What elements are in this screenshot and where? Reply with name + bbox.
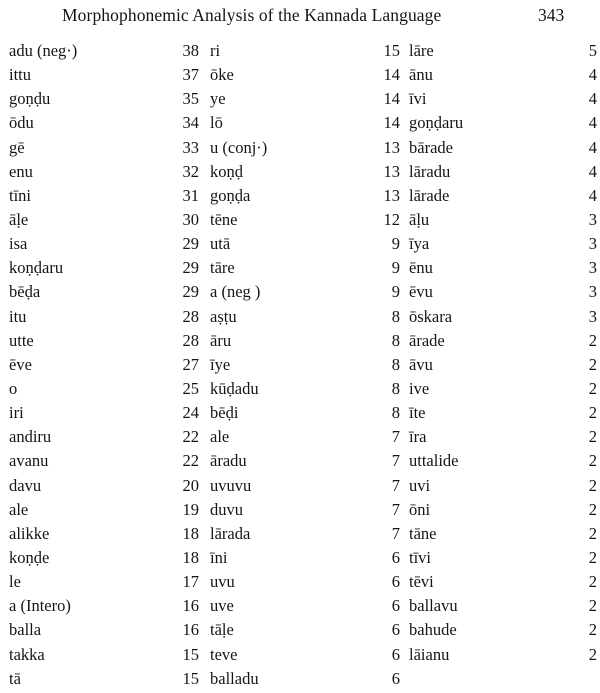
frequency-count: 2	[588, 330, 597, 350]
morpheme-word: bēḍi	[210, 403, 239, 423]
morpheme-word: īra	[409, 427, 427, 447]
frequency-count: 5	[588, 41, 597, 60]
morpheme-word: teve	[210, 644, 238, 664]
frequency-count: 9	[391, 258, 400, 278]
morpheme-word: utā	[210, 234, 231, 254]
morpheme-word: tāne	[409, 523, 437, 543]
frequency-count: 2	[588, 475, 597, 495]
page-header	[0, 0, 600, 34]
morpheme-word: davu	[9, 475, 42, 495]
morpheme-word: ale	[9, 499, 29, 519]
frequency-count: 3	[588, 258, 597, 278]
frequency-count: 30	[182, 209, 199, 229]
frequency-count: 22	[182, 451, 199, 471]
morpheme-word: ōni	[409, 499, 431, 519]
frequency-count: 13	[383, 185, 400, 205]
morpheme-word: enu	[9, 161, 33, 181]
frequency-count: 6	[391, 596, 400, 616]
frequency-count: 2	[588, 403, 597, 423]
frequency-count: 2	[588, 451, 597, 471]
frequency-count: 8	[391, 306, 400, 326]
morpheme-word: īte	[409, 403, 426, 423]
morpheme-word: goṇḍaru	[409, 113, 464, 133]
frequency-count: 14	[383, 89, 400, 109]
frequency-count: 16	[182, 620, 199, 640]
frequency-count: 2	[588, 378, 597, 398]
morpheme-word: ive	[409, 378, 430, 398]
frequency-count: 27	[182, 354, 199, 374]
morpheme-word: īye	[210, 354, 231, 374]
morpheme-word: āḷe	[9, 209, 29, 229]
frequency-count: 8	[391, 354, 400, 374]
morpheme-word: lārada	[210, 523, 251, 543]
morpheme-word: ittu	[9, 65, 32, 85]
frequency-count: 4	[588, 161, 597, 181]
morpheme-word: lāianu	[409, 644, 450, 664]
morpheme-word: īni	[210, 547, 228, 567]
morpheme-word: kūḍadu	[210, 378, 259, 398]
frequency-count: 6	[391, 547, 400, 567]
morpheme-word: āradu	[210, 451, 247, 471]
frequency-count: 16	[182, 596, 199, 616]
frequency-count: 13	[383, 161, 400, 181]
running-title: Morphophonemic Analysis of the Kannada Language	[62, 5, 442, 25]
frequency-count: 15	[182, 644, 199, 664]
morpheme-word: duvu	[210, 499, 243, 519]
morpheme-word: ēve	[9, 354, 32, 374]
frequency-count: 37	[182, 65, 199, 85]
frequency-count: 7	[391, 499, 400, 519]
morpheme-word: alikke	[9, 523, 50, 543]
morpheme-word: goṇḍu	[9, 89, 51, 109]
morpheme-word: balladu	[210, 668, 259, 688]
frequency-count: 13	[383, 137, 400, 157]
frequency-count: 22	[182, 427, 199, 447]
frequency-count: 29	[182, 282, 199, 302]
morpheme-word: ballavu	[409, 596, 458, 616]
frequency-count: 32	[182, 161, 199, 181]
frequency-count: 2	[588, 354, 597, 374]
morpheme-word: tīvi	[409, 547, 432, 567]
frequency-count: 8	[391, 330, 400, 350]
morpheme-word: bahude	[409, 620, 457, 640]
frequency-count: 14	[383, 113, 400, 133]
frequency-count: 33	[182, 137, 199, 157]
frequency-count: 6	[391, 668, 400, 688]
morpheme-word: takka	[9, 644, 45, 664]
frequency-count: 29	[182, 234, 199, 254]
morpheme-word: āḷu	[409, 209, 430, 229]
morpheme-word: īvi	[409, 89, 427, 109]
frequency-count: 31	[182, 185, 199, 205]
morpheme-word: uve	[210, 596, 234, 616]
morpheme-word: a (Intero)	[9, 596, 71, 616]
frequency-count: 25	[182, 378, 199, 398]
morpheme-word: le	[9, 572, 21, 592]
morpheme-word: uvuvu	[210, 475, 252, 495]
frequency-count: 20	[182, 475, 199, 495]
morpheme-word: koṇḍaru	[9, 258, 64, 278]
morpheme-word: o	[9, 378, 18, 398]
morpheme-word: utte	[9, 330, 34, 350]
morpheme-word: uvu	[210, 572, 235, 592]
morpheme-word: a (neg )	[210, 282, 261, 302]
morpheme-word: balla	[9, 620, 42, 640]
frequency-count: 6	[391, 620, 400, 640]
morpheme-word: tīni	[9, 185, 32, 205]
morpheme-word: gē	[9, 137, 25, 157]
frequency-count: 3	[588, 209, 597, 229]
morpheme-word: bārade	[409, 137, 453, 157]
frequency-count: 4	[588, 185, 597, 205]
frequency-count: 3	[588, 306, 597, 326]
frequency-count: 6	[391, 572, 400, 592]
morpheme-word: tēne	[210, 209, 238, 229]
frequency-count: 9	[391, 282, 400, 302]
morpheme-word: adu (neg·)	[9, 41, 78, 60]
morpheme-word: uvi	[409, 475, 431, 495]
morpheme-word: ēnu	[409, 258, 433, 278]
morpheme-word: lō	[210, 113, 223, 133]
frequency-count: 35	[182, 89, 199, 109]
frequency-count: 3	[588, 282, 597, 302]
frequency-count: 2	[588, 596, 597, 616]
frequency-count: 2	[588, 523, 597, 543]
frequency-count: 38	[182, 41, 199, 60]
morpheme-word: ēvu	[409, 282, 433, 302]
frequency-count: 2	[588, 427, 597, 447]
frequency-count: 17	[182, 572, 199, 592]
frequency-count: 15	[182, 668, 199, 688]
frequency-count: 2	[588, 644, 597, 664]
frequency-count: 29	[182, 258, 199, 278]
frequency-count: 2	[588, 620, 597, 640]
morpheme-word: ye	[210, 89, 226, 109]
frequency-count: 34	[182, 113, 199, 133]
morpheme-word: īya	[409, 234, 430, 254]
morpheme-word: āvu	[409, 354, 433, 374]
frequency-count: 2	[588, 572, 597, 592]
morpheme-word: itu	[9, 306, 27, 326]
frequency-count: 4	[588, 65, 597, 85]
morpheme-word: u (conj·)	[210, 137, 268, 157]
morpheme-word: ale	[210, 427, 230, 447]
frequency-count: 19	[182, 499, 199, 519]
frequency-count: 4	[588, 113, 597, 133]
page-number: 343	[538, 5, 565, 25]
morpheme-word: lāre	[409, 41, 434, 60]
frequency-count: 15	[383, 41, 400, 60]
morpheme-word: isa	[9, 234, 28, 254]
morpheme-word: koṇḍe	[9, 547, 50, 567]
frequency-count: 14	[383, 65, 400, 85]
frequency-count: 7	[391, 427, 400, 447]
morpheme-word: ānu	[409, 65, 433, 85]
frequency-count: 8	[391, 403, 400, 423]
frequency-count: 3	[588, 234, 597, 254]
morpheme-word: ōdu	[9, 113, 34, 133]
morpheme-word: tāḷe	[210, 620, 234, 640]
frequency-count: 6	[391, 644, 400, 664]
morpheme-word: avanu	[9, 451, 49, 471]
morpheme-word: ri	[210, 41, 221, 60]
morpheme-word: aṣṭu	[210, 306, 237, 326]
morpheme-word: ōke	[210, 65, 234, 85]
frequency-count: 24	[182, 403, 199, 423]
frequency-count: 18	[182, 547, 199, 567]
frequency-count: 8	[391, 378, 400, 398]
morpheme-word: goṇḍa	[210, 185, 251, 205]
frequency-count: 7	[391, 475, 400, 495]
morpheme-word: ōskara	[409, 306, 453, 326]
morpheme-word: āru	[210, 330, 232, 350]
frequency-count: 2	[588, 499, 597, 519]
frequency-count: 12	[383, 209, 400, 229]
morpheme-word: tā	[9, 668, 21, 688]
frequency-count: 18	[182, 523, 199, 543]
frequency-count: 28	[182, 330, 199, 350]
frequency-count: 9	[391, 234, 400, 254]
morpheme-word: koṇḍ	[210, 161, 243, 181]
morpheme-word: tēvi	[409, 572, 434, 592]
morpheme-word: ārade	[409, 330, 445, 350]
frequency-count: 4	[588, 89, 597, 109]
morpheme-word: uttalide	[409, 451, 459, 471]
morpheme-word: lāradu	[409, 161, 451, 181]
morpheme-word: tāre	[210, 258, 235, 278]
frequency-count: 4	[588, 137, 597, 157]
morpheme-word: bēḍa	[9, 282, 41, 302]
morpheme-word: andiru	[9, 427, 52, 447]
morpheme-word: lārade	[409, 185, 450, 205]
morpheme-word: iri	[9, 403, 24, 423]
frequency-count: 2	[588, 547, 597, 567]
frequency-count: 28	[182, 306, 199, 326]
frequency-count: 7	[391, 523, 400, 543]
frequency-count: 7	[391, 451, 400, 471]
